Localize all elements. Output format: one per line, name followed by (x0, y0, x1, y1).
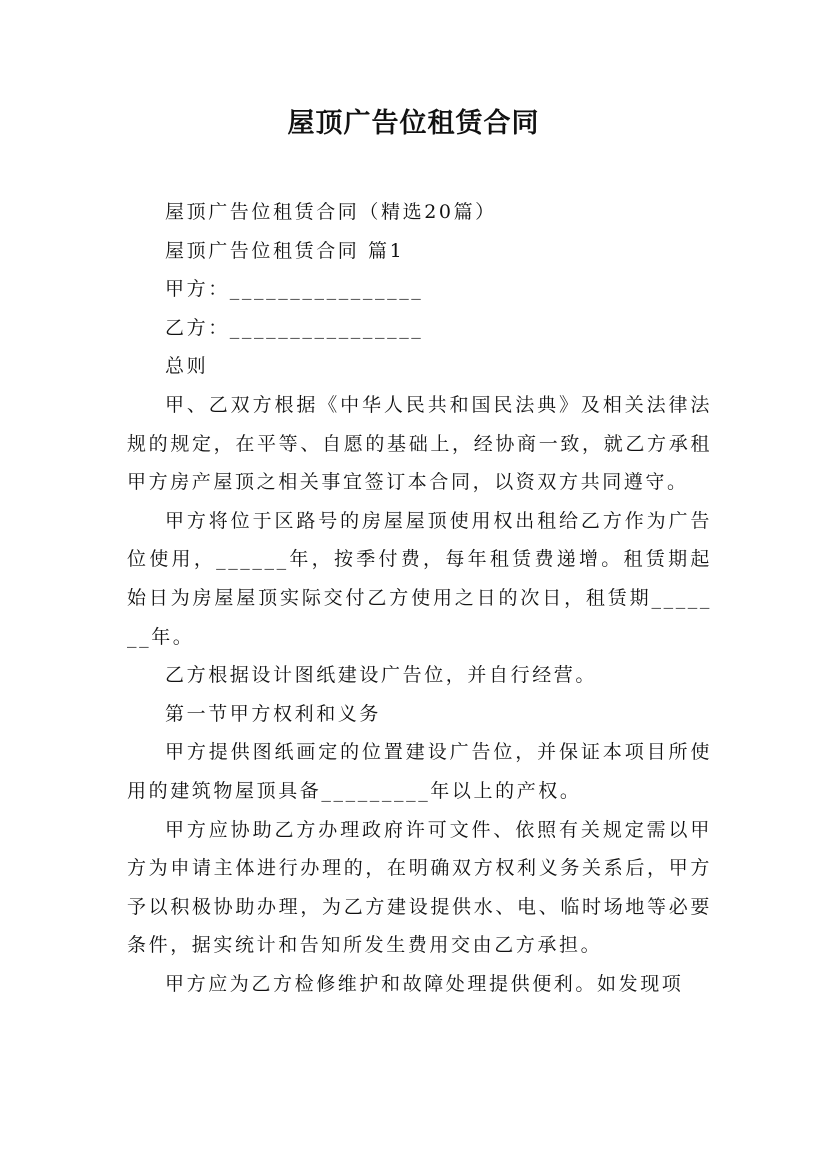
party-a-field: 甲方：________________ (165, 278, 424, 301)
body-paragraph: 甲方将位于区路号的房屋屋顶使用权出租给乙方作为广告位使用，______年，按季付费，每年租赁费递增。租赁期起始日为房屋屋顶实际交付乙方使用之日的次日，租赁期_______年。 (127, 509, 712, 648)
body-paragraph: 乙方根据设计图纸建设广告位，并自行经营。 (165, 664, 598, 687)
section-heading: 屋顶广告位租赁合同 篇1 (165, 239, 405, 262)
section-heading: 第一节甲方权利和义务 (165, 702, 382, 725)
document-title: 屋顶广告位租赁合同 (287, 108, 540, 139)
subtitle-paragraph: 屋顶广告位租赁合同（精选20篇） (165, 201, 497, 223)
body-paragraph: 甲方应为乙方检修维护和故障处理提供便利。如发现项 (165, 972, 684, 995)
party-b-field: 乙方：________________ (165, 316, 424, 339)
body-paragraph: 甲方应协助乙方办理政府许可文件、依照有关规定需以甲方为申请主体进行办理的，在明确双方权利义务关系后，甲方予以积极协助办理，为乙方建设提供水、电、临时场地等必要条件，据实统计和告知所发生费用交由乙方承担。 (127, 818, 712, 957)
general-provisions-heading: 总则 (165, 355, 209, 378)
body-paragraph: 甲方提供图纸画定的位置建设广告位，并保证本项目所使用的建筑物屋顶具备_________年以上的产权。 (127, 741, 712, 802)
body-paragraph: 甲、乙双方根据《中华人民共和国民法典》及相关法律法规的规定，在平等、自愿的基础上，经协商一致，就乙方承租甲方房产屋顶之相关事宜签订本合同，以资双方共同遵守。 (127, 393, 712, 494)
document-body (127, 193, 712, 1003)
